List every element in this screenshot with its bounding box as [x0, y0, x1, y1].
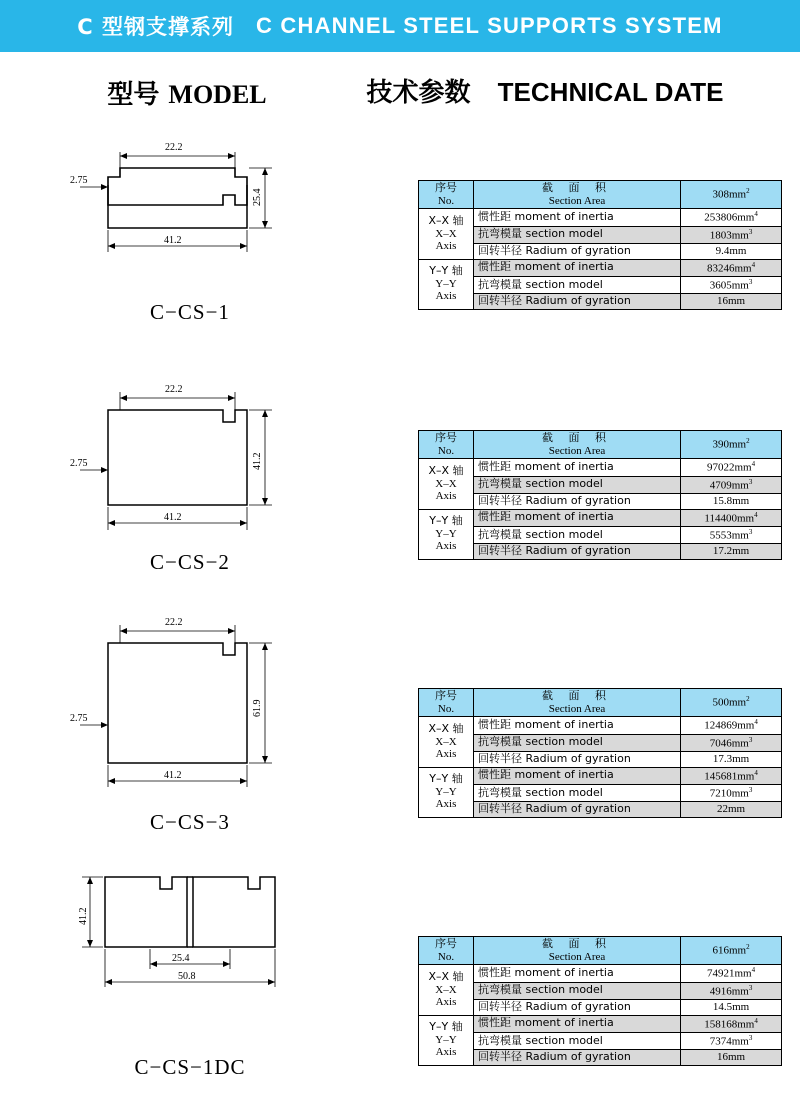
table-row	[419, 259, 782, 276]
x-inertia-unit: mm	[737, 719, 755, 732]
y-model-value	[681, 526, 782, 543]
header-section-en: Section Area	[548, 444, 606, 457]
section-area-exp: 2	[746, 695, 750, 704]
section-area-number: 616	[712, 945, 729, 958]
x-gyration-number: 9.4	[715, 244, 730, 257]
y-inertia-unit: mm	[736, 512, 755, 525]
section-area-unit: mm	[728, 945, 747, 958]
x-gyration-number: 15.8	[712, 494, 733, 507]
row-model-text: 抗弯模量 section model	[478, 227, 603, 241]
y-gyration-number: 22	[716, 803, 728, 816]
y-gyration-unit: mm	[732, 545, 750, 558]
spec-table-2	[418, 430, 782, 560]
axis-y-label	[419, 509, 474, 559]
row-label-model	[474, 226, 681, 243]
dim-top: 22.2	[165, 384, 183, 395]
model-label-2: C−CS−2	[150, 550, 230, 574]
row-model-text: 抗弯模量 section model	[478, 477, 603, 491]
header-section-en: Section Area	[548, 950, 606, 963]
x-inertia-exp: 4	[751, 460, 756, 469]
table-row	[419, 493, 782, 509]
y-inertia-value	[681, 1015, 782, 1032]
axis-y: Y–Y	[435, 527, 457, 540]
y-inertia-exp: 4	[751, 260, 756, 269]
spec-table-3	[418, 688, 782, 818]
dim-left: 2.75	[70, 458, 88, 469]
axis-word: Axis	[435, 748, 457, 761]
y-inertia-value	[681, 259, 782, 276]
x-inertia-value	[681, 965, 782, 982]
axis-word: Axis	[435, 996, 457, 1009]
y-model-number: 7210	[709, 787, 732, 800]
y-inertia-number: 114400	[704, 512, 737, 525]
row-gyration-text: 回转半径 Radium of gyration	[478, 1050, 631, 1064]
y-model-value	[681, 784, 782, 801]
table-row	[419, 276, 782, 293]
header-section-en: Section Area	[548, 702, 606, 715]
column-title-tech-en: TECHNICAL DATE	[497, 77, 724, 107]
dim-top: 22.2	[165, 617, 183, 628]
row-inertia-text: 惯性距 moment of inertia	[478, 260, 614, 274]
table-row	[419, 1050, 782, 1066]
y-gyration-number: 17.2	[712, 545, 733, 558]
table-row	[419, 294, 782, 310]
column-title-tech	[330, 72, 760, 109]
header-title-cn: C 型钢支撑系列	[77, 15, 235, 39]
y-inertia-number: 158168	[704, 1018, 738, 1031]
x-gyration-unit: mm	[732, 494, 750, 507]
row-label-gyration	[474, 544, 681, 560]
x-model-unit: mm	[731, 479, 749, 492]
row-inertia-text: 惯性距 moment of inertia	[478, 1016, 614, 1030]
row-model-text: 抗弯模量 section model	[478, 527, 603, 541]
table-row	[419, 734, 782, 751]
section-area-number: 390	[712, 439, 729, 452]
row-label-gyration	[474, 751, 681, 767]
axis-y: Y–Y	[435, 1033, 457, 1046]
y-inertia-exp: 4	[754, 1016, 758, 1025]
x-inertia-value	[681, 459, 782, 476]
row-inertia-text: 惯性距 moment of inertia	[478, 718, 614, 732]
x-gyration-unit: mm	[732, 1000, 750, 1013]
header-no	[419, 689, 474, 717]
drawing-c-cs-2	[60, 380, 320, 565]
spec-table-4	[418, 936, 782, 1066]
column-title-tech-cn: 技术参数	[366, 78, 471, 108]
axis-x-label	[419, 209, 474, 259]
y-gyration-value	[681, 544, 782, 560]
x-inertia-exp: 4	[754, 718, 758, 727]
row-model-text: 抗弯模量 section model	[478, 277, 603, 291]
model-label-1: C−CS−1	[150, 300, 230, 324]
axis-y-label	[419, 1015, 474, 1065]
section-area-unit: mm	[728, 439, 747, 452]
dim-left: 2.75	[70, 713, 88, 724]
y-gyration-unit: mm	[727, 295, 746, 308]
axis-x-cn: X–X 轴	[428, 721, 464, 735]
y-gyration-value	[681, 802, 782, 818]
y-model-value	[681, 276, 782, 293]
y-model-unit: mm	[731, 279, 749, 292]
x-model-value	[681, 982, 782, 999]
section-area-exp: 2	[746, 437, 750, 446]
x-model-exp: 3	[748, 477, 753, 486]
axis-x: X–X	[435, 477, 457, 490]
row-model-text: 抗弯模量 section model	[478, 735, 603, 749]
table-row	[419, 544, 782, 560]
row-gyration-text: 回转半径 Radium of gyration	[478, 493, 631, 507]
table-row	[419, 509, 782, 526]
dim-bottom: 41.2	[164, 512, 182, 523]
table-row	[419, 431, 782, 459]
row-gyration-text: 回转半径 Radium of gyration	[478, 802, 631, 816]
row-label-inertia	[474, 767, 681, 784]
table-row	[419, 937, 782, 965]
header-section-cn: 截 面 积	[542, 689, 612, 702]
table-row	[419, 784, 782, 801]
axis-y: Y–Y	[435, 785, 457, 798]
y-gyration-unit: mm	[727, 803, 746, 816]
dim-right: 25.4	[252, 188, 263, 206]
table-row	[419, 717, 782, 734]
row-label-inertia	[474, 509, 681, 526]
row-label-gyration	[474, 802, 681, 818]
row-model-text: 抗弯模量 section model	[478, 1033, 603, 1047]
row-label-inertia	[474, 965, 681, 982]
page-header	[0, 0, 800, 52]
table-row	[419, 476, 782, 493]
row-label-gyration	[474, 999, 681, 1015]
column-title-model-en: MODEL	[168, 80, 267, 109]
axis-y: Y–Y	[435, 277, 457, 290]
dim-right: 61.9	[252, 699, 263, 717]
y-model-unit: mm	[731, 529, 749, 542]
row-gyration-text: 回转半径 Radium of gyration	[478, 999, 631, 1013]
column-title-model-cn: 型号	[107, 80, 160, 110]
drawing-c-cs-3	[60, 615, 320, 815]
section-area-exp: 2	[746, 187, 750, 196]
table-row	[419, 181, 782, 209]
row-label-gyration	[474, 294, 681, 310]
y-model-number: 5553	[709, 529, 732, 542]
y-inertia-unit: mm	[737, 1018, 755, 1031]
x-inertia-exp: 4	[751, 966, 756, 975]
header-no	[419, 937, 474, 965]
x-gyration-value	[681, 999, 782, 1015]
x-gyration-value	[681, 751, 782, 767]
axis-y-label	[419, 767, 474, 817]
axis-word: Axis	[435, 540, 457, 553]
row-inertia-text: 惯性距 moment of inertia	[478, 210, 614, 224]
row-label-model	[474, 276, 681, 293]
spec-table-1	[418, 180, 782, 310]
x-model-unit: mm	[731, 985, 749, 998]
header-section	[474, 937, 681, 965]
row-inertia-text: 惯性距 moment of inertia	[478, 510, 614, 524]
section-area-value	[681, 431, 782, 459]
section-area-unit: mm	[728, 697, 747, 710]
x-inertia-exp: 4	[754, 210, 758, 219]
row-label-model	[474, 982, 681, 999]
section-area-value	[681, 937, 782, 965]
table-row	[419, 965, 782, 982]
header-no-cn: 序号	[435, 431, 457, 444]
dim-bottom: 41.2	[164, 235, 182, 246]
y-inertia-number: 83246	[706, 262, 735, 275]
axis-y-cn: Y–Y 轴	[429, 1020, 463, 1034]
header-no-en: No.	[437, 194, 455, 207]
axis-x-cn: X–X 轴	[428, 463, 464, 477]
section-area-number: 308	[712, 189, 729, 202]
drawing-c-cs-1	[60, 130, 320, 290]
row-label-model	[474, 784, 681, 801]
x-model-value	[681, 476, 782, 493]
x-model-unit: mm	[731, 229, 749, 242]
x-inertia-value	[681, 717, 782, 734]
x-gyration-value	[681, 243, 782, 259]
row-gyration-text: 回转半径 Radium of gyration	[478, 751, 631, 765]
row-label-model	[474, 476, 681, 493]
x-inertia-number: 74921	[706, 967, 735, 980]
table-row	[419, 982, 782, 999]
x-inertia-number: 253806	[704, 211, 738, 224]
row-model-text: 抗弯模量 section model	[478, 785, 603, 799]
y-gyration-unit: mm	[727, 1051, 746, 1064]
x-inertia-number: 124869	[704, 719, 738, 732]
x-inertia-unit: mm	[734, 967, 752, 980]
header-no-en: No.	[437, 950, 455, 963]
header-section-cn: 截 面 积	[542, 937, 612, 950]
axis-word: Axis	[435, 290, 457, 303]
x-inertia-number: 97022	[706, 461, 735, 474]
header-section	[474, 181, 681, 209]
x-model-value	[681, 226, 782, 243]
x-model-exp: 3	[748, 983, 753, 992]
y-inertia-exp: 4	[754, 768, 758, 777]
x-gyration-number: 14.5	[712, 1000, 733, 1013]
x-model-number: 4709	[709, 479, 732, 492]
section-area-value	[681, 181, 782, 209]
header-section-cn: 截 面 积	[542, 181, 612, 194]
y-inertia-exp: 4	[754, 510, 758, 519]
axis-word: Axis	[435, 490, 457, 503]
axis-word: Axis	[435, 798, 457, 811]
axis-y-cn: Y–Y 轴	[429, 514, 463, 528]
x-model-exp: 3	[748, 735, 753, 744]
table-row	[419, 226, 782, 243]
dim-top: 22.2	[165, 142, 183, 153]
y-model-exp: 3	[748, 277, 753, 286]
row-label-gyration	[474, 493, 681, 509]
row-inertia-text: 惯性距 moment of inertia	[478, 460, 614, 474]
x-inertia-unit: mm	[737, 211, 755, 224]
table-row	[419, 526, 782, 543]
table-row	[419, 689, 782, 717]
dim-mid: 25.4	[172, 953, 190, 964]
header-no-en: No.	[437, 702, 455, 715]
header-section-en: Section Area	[548, 194, 606, 207]
x-model-exp: 3	[748, 227, 753, 236]
header-section	[474, 689, 681, 717]
row-label-inertia	[474, 1015, 681, 1032]
axis-word: Axis	[435, 1046, 457, 1059]
header-no-en: No.	[437, 444, 455, 457]
header-section	[474, 431, 681, 459]
y-gyration-value	[681, 1050, 782, 1066]
x-model-number: 1803	[709, 229, 732, 242]
header-no-cn: 序号	[435, 937, 457, 950]
y-inertia-unit: mm	[737, 770, 755, 783]
y-model-value	[681, 1032, 782, 1049]
row-gyration-text: 回转半径 Radium of gyration	[478, 243, 631, 257]
row-inertia-text: 惯性距 moment of inertia	[478, 768, 614, 782]
section-area-value	[681, 689, 782, 717]
table-row	[419, 459, 782, 476]
y-inertia-value	[681, 509, 782, 526]
header-no-cn: 序号	[435, 181, 457, 194]
x-gyration-unit: mm	[729, 244, 747, 257]
row-gyration-text: 回转半径 Radium of gyration	[478, 294, 631, 308]
header-section-cn: 截 面 积	[542, 431, 612, 444]
x-model-number: 7046	[709, 737, 732, 750]
row-label-inertia	[474, 459, 681, 476]
row-label-inertia	[474, 209, 681, 226]
section-area-unit: mm	[728, 189, 747, 202]
x-gyration-number: 17.3	[712, 752, 733, 765]
row-inertia-text: 惯性距 moment of inertia	[478, 966, 614, 980]
y-model-unit: mm	[731, 1035, 749, 1048]
row-label-gyration	[474, 1050, 681, 1066]
y-model-unit: mm	[731, 787, 749, 800]
dim-left: 2.75	[70, 175, 88, 186]
dim-bottom: 41.2	[164, 770, 182, 781]
row-label-inertia	[474, 717, 681, 734]
axis-x-label	[419, 459, 474, 509]
row-gyration-text: 回转半径 Radium of gyration	[478, 544, 631, 558]
row-label-model	[474, 734, 681, 751]
y-gyration-value	[681, 294, 782, 310]
model-label-4: C−CS−1DC	[134, 1055, 246, 1079]
row-label-gyration	[474, 243, 681, 259]
y-inertia-unit: mm	[734, 262, 752, 275]
table-row	[419, 1015, 782, 1032]
table-row	[419, 243, 782, 259]
table-row	[419, 751, 782, 767]
model-label-3: C−CS−3	[150, 810, 230, 834]
axis-x-label	[419, 965, 474, 1015]
table-row	[419, 999, 782, 1015]
table-row	[419, 767, 782, 784]
dim-bottom: 50.8	[178, 971, 196, 982]
header-no-cn: 序号	[435, 689, 457, 702]
x-gyration-value	[681, 493, 782, 509]
x-inertia-unit: mm	[734, 461, 752, 474]
y-inertia-number: 145681	[704, 770, 738, 783]
axis-x: X–X	[435, 735, 457, 748]
x-inertia-value	[681, 209, 782, 226]
y-model-exp: 3	[748, 785, 753, 794]
axis-x-cn: X–X 轴	[428, 213, 464, 227]
header-title-en: C CHANNEL STEEL SUPPORTS SYSTEM	[256, 13, 723, 38]
y-model-exp: 3	[748, 1033, 753, 1042]
x-model-value	[681, 734, 782, 751]
column-title-model	[52, 74, 322, 111]
table-row	[419, 1032, 782, 1049]
y-model-number: 3605	[709, 279, 732, 292]
section-area-number: 500	[712, 697, 729, 710]
table-row	[419, 802, 782, 818]
dim-right: 41.2	[252, 452, 263, 470]
y-inertia-value	[681, 767, 782, 784]
axis-y-cn: Y–Y 轴	[429, 264, 463, 278]
axis-y-label	[419, 259, 474, 309]
axis-x-label	[419, 717, 474, 767]
x-gyration-unit: mm	[732, 752, 750, 765]
axis-x-cn: X–X 轴	[428, 969, 464, 983]
row-model-text: 抗弯模量 section model	[478, 983, 603, 997]
axis-x: X–X	[435, 227, 457, 240]
row-label-model	[474, 526, 681, 543]
y-model-exp: 3	[748, 527, 753, 536]
row-label-model	[474, 1032, 681, 1049]
section-area-exp: 2	[746, 943, 750, 952]
axis-x: X–X	[435, 983, 457, 996]
header-no	[419, 431, 474, 459]
y-model-number: 7374	[709, 1035, 732, 1048]
table-row	[419, 209, 782, 226]
drawing-c-cs-1dc	[60, 865, 320, 1050]
y-gyration-number: 16	[716, 1051, 728, 1064]
header-no	[419, 181, 474, 209]
axis-word: Axis	[435, 240, 457, 253]
x-model-unit: mm	[731, 737, 749, 750]
y-gyration-number: 16	[716, 295, 728, 308]
axis-y-cn: Y–Y 轴	[429, 772, 463, 786]
x-model-number: 4916	[709, 985, 732, 998]
row-label-inertia	[474, 259, 681, 276]
dim-left: 41.2	[78, 907, 89, 925]
